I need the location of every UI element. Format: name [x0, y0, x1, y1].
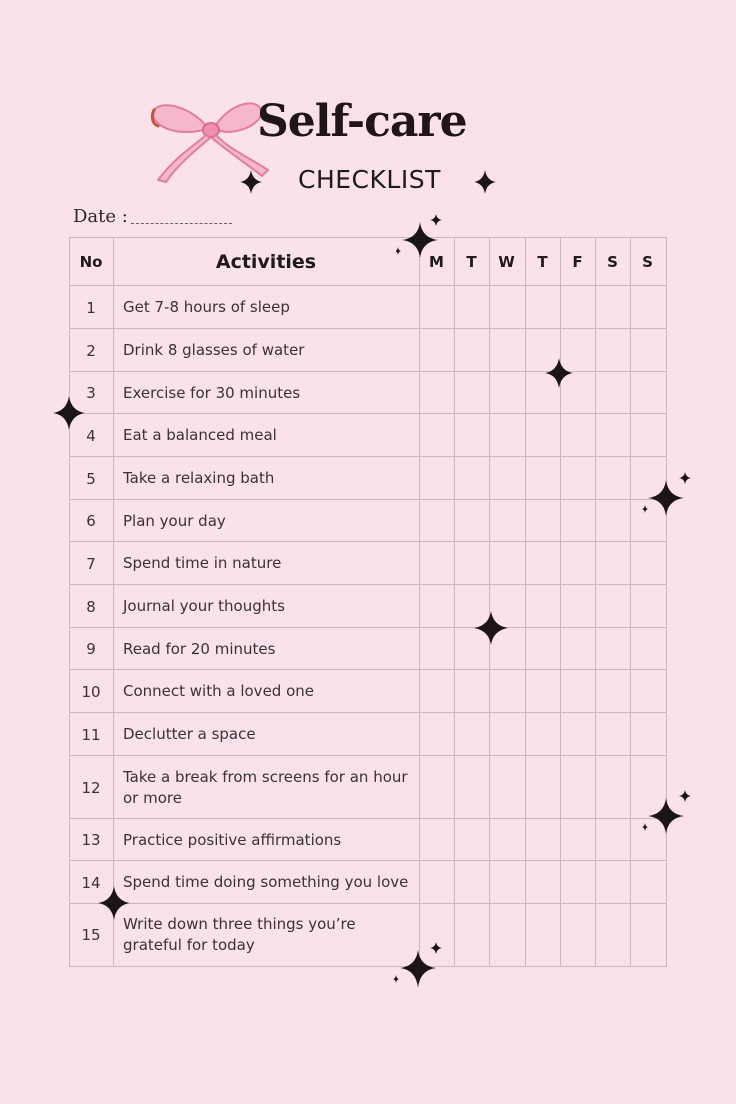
sparkle-icon — [240, 170, 262, 194]
grid-line — [113, 237, 114, 966]
sparkle-cluster-icon — [396, 214, 448, 264]
sparkle-icon — [474, 611, 508, 645]
row-number: 4 — [86, 426, 96, 445]
activity-label: Practice positive affirmations — [123, 830, 342, 849]
grid-line — [454, 237, 455, 966]
activity-label: Plan your day — [123, 511, 226, 530]
table-row — [69, 541, 667, 585]
activity-label: Connect with a loved one — [123, 682, 314, 700]
table-row — [69, 371, 667, 414]
checklist-table — [69, 237, 667, 966]
grid-line — [595, 237, 596, 966]
grid-line — [560, 237, 561, 966]
activity-label: Spend time in nature — [123, 554, 282, 572]
table-header-row — [69, 237, 667, 286]
sparkle-cluster-icon — [392, 940, 448, 994]
grid-line — [630, 237, 631, 966]
row-number: 12 — [81, 778, 101, 797]
activity-label: Declutter a space — [123, 725, 256, 743]
row-number: 3 — [86, 384, 96, 402]
row-number: 7 — [86, 554, 96, 573]
activity-label: Read for 20 minutes — [123, 639, 276, 658]
sparkle-icon — [98, 886, 130, 920]
sparkle-icon — [474, 170, 496, 194]
table-row — [69, 499, 667, 542]
column-header-day: S — [607, 253, 618, 271]
row-number: 5 — [86, 469, 96, 488]
row-number: 14 — [81, 873, 101, 892]
activity-label: Get 7-8 hours of sleep — [123, 298, 290, 316]
table-row — [69, 818, 667, 861]
page-subtitle: CHECKLIST — [298, 165, 441, 194]
grid-line — [666, 237, 667, 966]
column-header-activities: Activities — [215, 251, 317, 273]
table-row — [69, 328, 667, 372]
table-row — [69, 860, 667, 904]
grid-line — [525, 237, 526, 966]
activity-label: Write down three things you’re grateful for today — [123, 915, 356, 954]
table-row — [69, 627, 667, 670]
date-label: Date : — [73, 206, 128, 227]
page-title: Self-care — [257, 96, 467, 147]
grid-line — [69, 237, 70, 966]
grid-line — [419, 237, 420, 966]
activity-label: Take a break from screens for an hour or more — [123, 767, 408, 807]
table-row — [69, 712, 667, 756]
sparkle-cluster-icon — [640, 788, 696, 840]
date-field[interactable] — [131, 223, 232, 224]
row-number: 10 — [81, 682, 101, 701]
column-header-day: S — [642, 253, 653, 271]
row-number: 2 — [86, 341, 96, 360]
row-number: 11 — [81, 725, 101, 744]
grid-line — [489, 237, 490, 966]
table-row — [69, 285, 667, 329]
table-row — [69, 584, 667, 628]
table-row — [69, 755, 667, 819]
column-header-day: T — [466, 253, 477, 271]
table-row — [69, 456, 667, 500]
table-row — [69, 669, 667, 713]
table-row — [69, 413, 667, 457]
sparkle-icon — [53, 396, 85, 430]
row-number: 1 — [86, 298, 96, 317]
row-number: 6 — [86, 512, 96, 530]
column-header-day: M — [429, 253, 444, 271]
activity-label: Take a relaxing bath — [123, 469, 275, 487]
row-number: 13 — [81, 831, 101, 849]
activity-label: Drink 8 glasses of water — [123, 341, 305, 359]
row-number: 15 — [81, 926, 101, 944]
table-row — [69, 903, 667, 967]
sparkle-cluster-icon — [640, 470, 696, 522]
sparkle-icon — [545, 358, 573, 388]
activity-label: Exercise for 30 minutes — [123, 383, 301, 402]
column-header-day: W — [498, 253, 515, 271]
row-number: 8 — [86, 597, 96, 616]
activity-label: Journal your thoughts — [123, 597, 285, 615]
activity-label: Eat a balanced meal — [123, 426, 277, 444]
column-header-day: F — [572, 253, 583, 271]
column-header-day: T — [537, 253, 548, 271]
row-number: 9 — [86, 640, 96, 658]
activity-label: Spend time doing something you love — [123, 873, 409, 891]
column-header-no: No — [79, 253, 103, 271]
